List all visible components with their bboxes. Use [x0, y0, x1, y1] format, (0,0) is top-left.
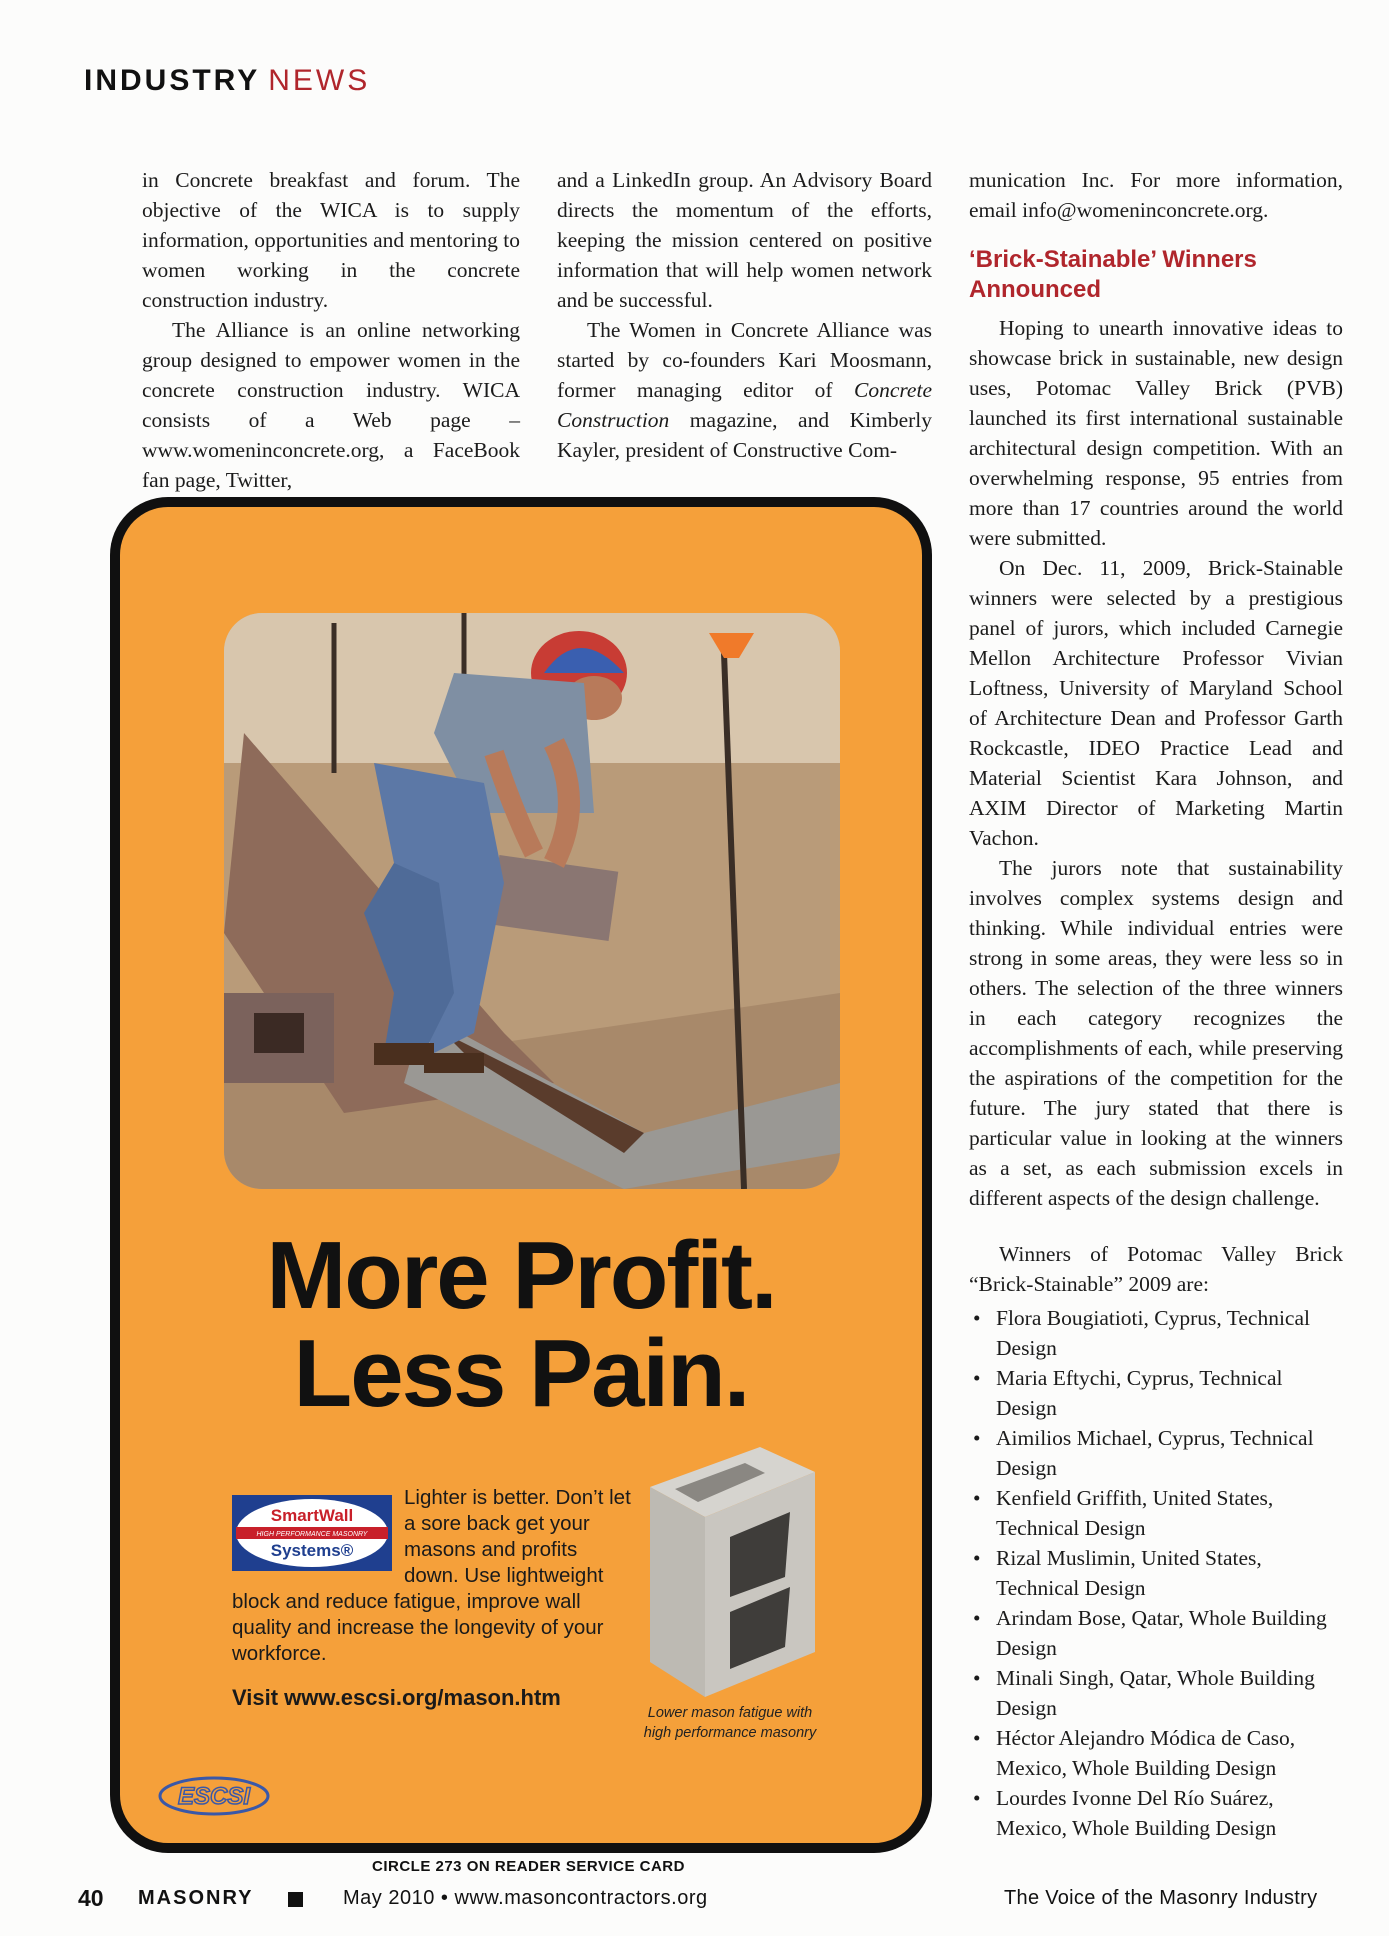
column3-paragraph-3: On Dec. 11, 2009, Brick-Stainable winners were selected by a prestigious panel of jurors, which included Carnegie Mellon Architecture Professor Vivian Loftness, University of Maryland School of Architecture Dean and Professor Garth Rockcastle, IDEO Practice Lead and Material Scientist Kara Johnson, and AXIM Director of Marketing Martin Vachon.	[969, 556, 1343, 850]
column1-paragraph-1: in Concrete breakfast and forum. The objective of the WICA is to supply information, opportunities and mentoring to women working in the concrete construction industry.	[142, 168, 520, 312]
ad-body	[232, 1485, 632, 1711]
logo-text-systems: Systems®	[270, 1541, 354, 1560]
advertisement-panel	[120, 507, 922, 1843]
list-item: • Arindam Bose, Qatar, Whole Building Design	[969, 1603, 1343, 1663]
section-header	[84, 64, 370, 98]
list-item: • Rizal Muslimin, United States, Technical Design	[969, 1543, 1343, 1603]
list-item: • Kenfield Griffith, United States, Technical Design	[969, 1483, 1343, 1543]
column3-paragraph-2: Hoping to unearth innovative ideas to showcase brick in sustainable, new design uses, Potomac Valley Brick (PVB) launched its first international sustainable architectural design competition. With an overwhelming response, 95 entries from more than 17 countries around the world were submitted.	[969, 316, 1343, 550]
column3-paragraph-4: The jurors note that sustainability involves complex systems design and thinking. While individual entries were strong in some areas, they were less so in others. The selection of the three winners in each category recognizes the accomplishments of each, while preserving the aspirations of the competition for the future. The jury stated that there is particular value in looking at the winners as a set, as each submission excels in different aspects of the design challenge.	[969, 856, 1343, 1210]
logo-text-smartwall: SmartWall	[270, 1506, 354, 1525]
ad-headline	[120, 1222, 922, 1427]
footer-square-icon	[288, 1892, 303, 1907]
list-item: • Minali Singh, Qatar, Whole Building Design	[969, 1663, 1343, 1723]
page-number: 40	[78, 1885, 104, 1911]
list-item: • Héctor Alejandro Módica de Caso, Mexico, Whole Building Design	[969, 1723, 1343, 1783]
mason-laying-block-illustration	[224, 613, 840, 1189]
escsi-logo	[154, 1769, 284, 1819]
column2-paragraph-2-start: The Women in Concrete Alliance was started by co-founders Kari Moosmann, former managing editor of	[557, 318, 932, 402]
magazine-name: MASONRY	[138, 1887, 254, 1909]
ad-headline-line-2: Less Pain.	[293, 1320, 749, 1427]
article-column-3	[969, 165, 1343, 1843]
smartwall-logo	[232, 1495, 392, 1571]
mason-photo	[224, 613, 840, 1189]
column2-paragraph-1: and a LinkedIn group. An Advisory Board directs the momentum of the efforts, keeping the mission centered on positive information that will help women network and be successful.	[557, 168, 932, 312]
list-item: • Flora Bougiatioti, Cyprus, Technical Design	[969, 1303, 1343, 1363]
list-item: • Lourdes Ivonne Del Río Suárez, Mexico, Whole Building Design	[969, 1783, 1343, 1843]
reader-service-note: CIRCLE 273 ON READER SERVICE CARD	[372, 1858, 685, 1875]
magazine-title-italic: Concrete Construction	[557, 378, 932, 432]
list-item: • Aimilios Michael, Cyprus, Technical Design	[969, 1423, 1343, 1483]
column3-paragraph-5: Winners of Potomac Valley Brick “Brick-Stainable” 2009 are:	[969, 1242, 1343, 1296]
ad-visit-link[interactable]: Visit www.escsi.org/mason.htm	[232, 1685, 561, 1710]
article-column-2	[557, 165, 932, 465]
list-item: • Maria Eftychi, Cyprus, Technical Design	[969, 1363, 1343, 1423]
article-column-1	[142, 165, 520, 495]
logo-text-tagline: HIGH PERFORMANCE MASONRY	[256, 1531, 368, 1538]
escsi-logo-text: ESCSI	[177, 1783, 251, 1810]
advertisement	[110, 497, 932, 1853]
ad-caption: Lower mason fatigue with high performance masonry	[643, 1705, 817, 1741]
section-header-news: NEWS	[268, 64, 371, 97]
section-header-industry: INDUSTRY	[84, 64, 261, 97]
footer-date-site: May 2010 • www.masoncontractors.org	[343, 1887, 708, 1909]
column2-paragraph-2	[557, 315, 932, 465]
ad-headline-line-1: More Profit.	[266, 1222, 776, 1329]
article-subhead: ‘Brick-Stainable’ Winners Announced	[969, 246, 1257, 303]
column2-paragraph-2-end: magazine, and Kimberly Kayler, president of Constructive Com-	[557, 408, 932, 462]
column1-paragraph-2: The Alliance is an online networking group designed to empower women in the concrete construction industry. WICA consists of a Web page – www.womeninconcrete.org, a FaceBook fan page, Twitter,	[142, 318, 520, 492]
column3-paragraph-1: munication Inc. For more information, email info@womeninconcrete.org.	[969, 168, 1343, 222]
footer-tagline: The Voice of the Masonry Industry	[1004, 1887, 1318, 1909]
winners-list	[969, 1303, 1343, 1843]
ad-body-text: Lighter is better. Don’t let a sore back get your masons and profits down. Use lightweight block and reduce fatigue, improve wall quality and increase the longevity of your workforce.	[232, 1486, 631, 1665]
concrete-block-icon	[640, 1447, 820, 1697]
